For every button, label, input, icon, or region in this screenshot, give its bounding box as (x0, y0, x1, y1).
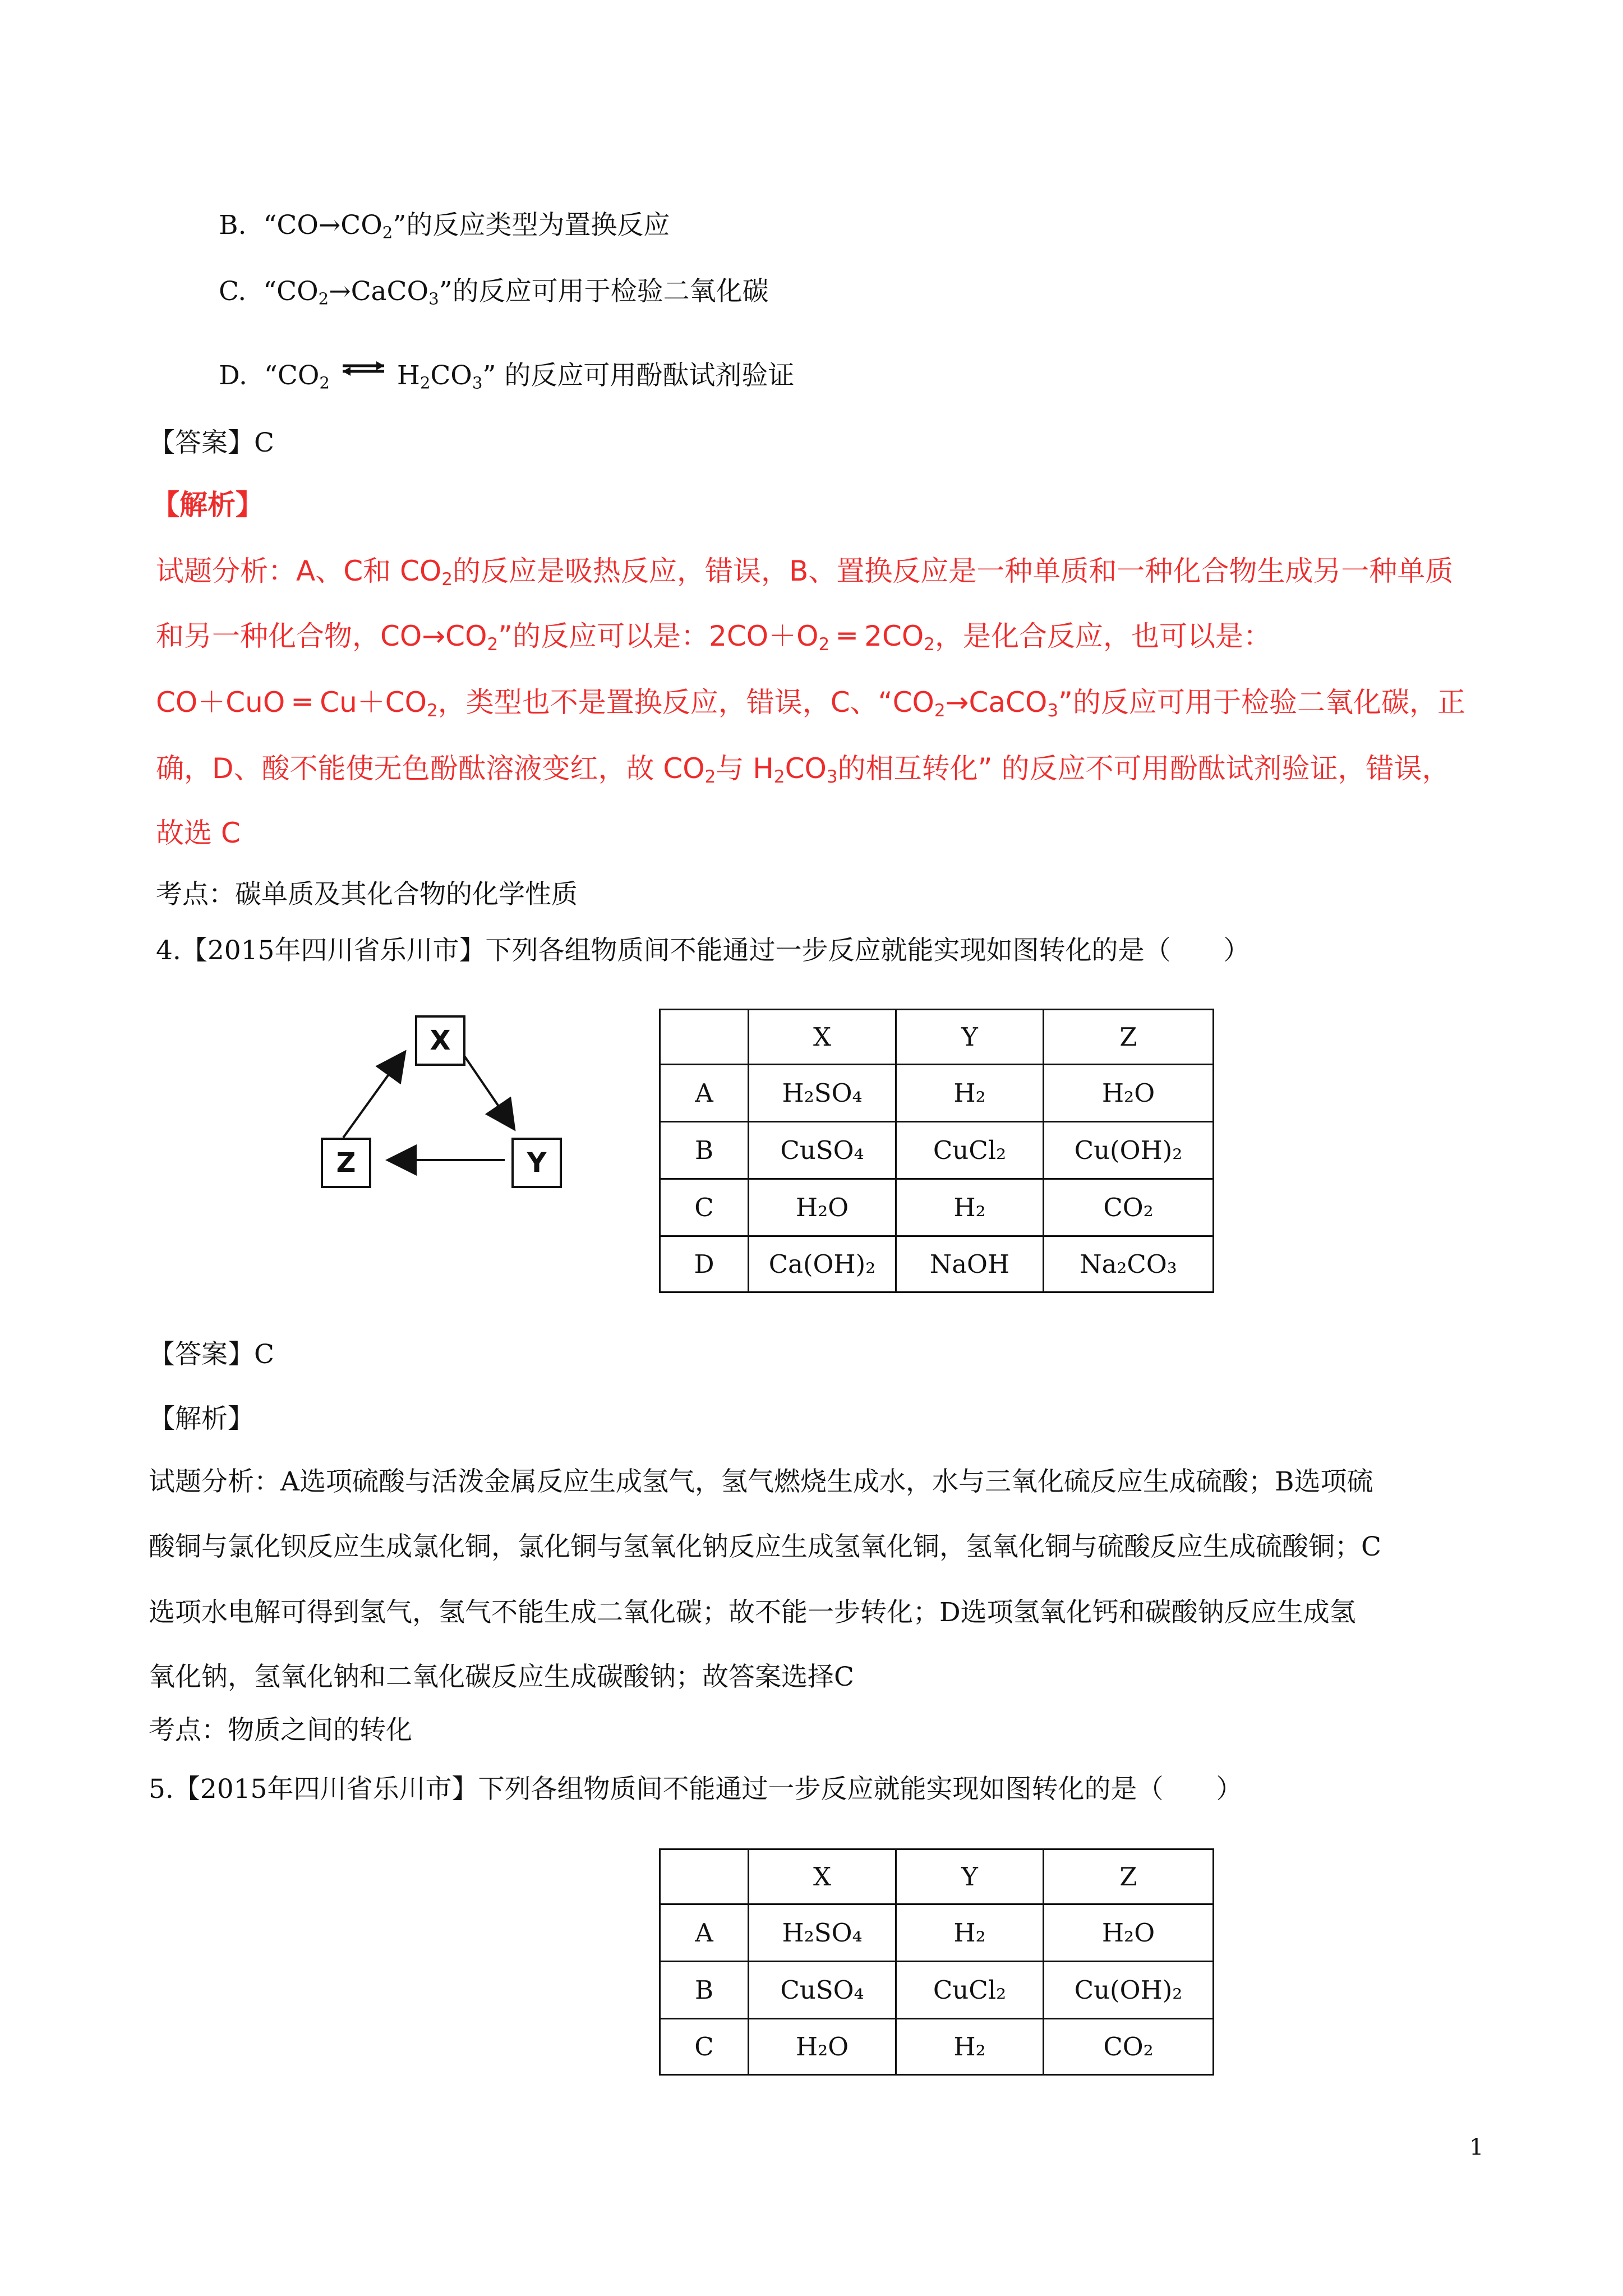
table-cell-x: Ca(OH)₂ (749, 1236, 896, 1292)
table-row (660, 1122, 1214, 1179)
table-cell-option: C (660, 2019, 749, 2075)
table-cell-option: C (660, 1179, 749, 1236)
table-row (660, 1236, 1214, 1292)
table-header-cell: X (749, 1849, 896, 1904)
table-header-cell: Z (1044, 1010, 1214, 1065)
table-cell-x: H₂O (749, 2019, 896, 2075)
node-x: X (415, 1015, 465, 1066)
option-b: B. “$CO\to CO_2$”的反应类型为置换反应 (219, 210, 670, 242)
table-header-cell: X (749, 1010, 896, 1065)
table-cell-y: H₂ (896, 1904, 1044, 1962)
table-cell-z: Na₂CO₃ (1044, 1236, 1214, 1292)
table-header-cell (660, 1010, 749, 1065)
table-header-cell: Y (896, 1849, 1044, 1904)
q4-analysis-label: 【解析】 (149, 1404, 254, 1434)
q4-answer: 【答案】C (149, 1339, 274, 1370)
table-cell-option: B (660, 1962, 749, 2019)
q3-point: 考点：碳单质及其化合物的化学性质 (156, 879, 578, 910)
q4-cycle-diagram (314, 1015, 572, 1200)
option-c: C. “$CO_2\to CaCO_3$”的反应可用于检验二氧化碳 (219, 276, 769, 309)
table-cell-x: CuSO₄ (749, 1962, 896, 2019)
table-cell-z: CO₂ (1044, 1179, 1214, 1236)
node-z: Z (321, 1138, 371, 1188)
table-header-row (660, 1010, 1214, 1065)
reversible-arrow-icon (338, 359, 389, 393)
q4-analysis-line-2: 酸铜与氯化钡反应生成氯化铜，氯化铜与氢氧化钠反应生成氢氧化铜，氢氧化铜与硫酸反应生成硫酸铜；C (149, 1531, 1381, 1562)
table-cell-z: H₂O (1044, 1065, 1214, 1122)
table-header-cell: Z (1044, 1849, 1214, 1904)
q3-analysis-line-2: 和另一种化合物，$CO\to CO_2$”的反应可以是：$2CO+O_2$ ═ $2CO_2$，是化合反应，也可以是： (156, 620, 1271, 655)
table-cell-z: Cu(OH)₂ (1044, 1962, 1214, 2019)
table-row (660, 1904, 1214, 1962)
q4-point: 考点：物质之间的转化 (149, 1715, 412, 1746)
q3-analysis-line-1: 试题分析：A、C和 $CO_2$的反应是吸热反应，错误，B、置换反应是一种单质和一种化合物生成另一种单质 (156, 555, 1454, 590)
table-row (660, 2019, 1214, 2075)
q4-stem: 4.【2015年四川省乐川市】下列各组物质间不能通过一步反应就能实现如图转化的是（ ） (156, 935, 1250, 966)
table-cell-option: B (660, 1122, 749, 1179)
table-cell-x: H₂O (749, 1179, 896, 1236)
table-row (660, 1179, 1214, 1236)
table-cell-x: H₂SO₄ (749, 1904, 896, 1962)
q3-analysis-line-3: CO＋CuO ═ $Cu+CO_2$，类型也不是置换反应，错误，C、“$CO_2\to CaCO_3$”的反应可用于检验二氧化碳，正 (156, 686, 1465, 721)
table-cell-x: CuSO₄ (749, 1122, 896, 1179)
node-y: Y (511, 1138, 562, 1188)
q4-analysis-line-4: 氧化钠，氢氧化钠和二氧化碳反应生成碳酸钠；故答案选择C (149, 1662, 854, 1692)
table-row (660, 1962, 1214, 2019)
table-cell-y: H₂ (896, 2019, 1044, 2075)
table-cell-y: CuCl₂ (896, 1122, 1044, 1179)
q3-analysis-line-4: 确，D、酸不能使无色酚酞溶液变红，故 $CO_2$与 $H_2CO_3$的相互转化” 的反应不可用酚酞试剂验证，错误， (156, 752, 1450, 787)
table-cell-option: A (660, 1065, 749, 1122)
table-cell-z: Cu(OH)₂ (1044, 1122, 1214, 1179)
table-cell-y: H₂ (896, 1065, 1044, 1122)
table-cell-z: H₂O (1044, 1904, 1214, 1962)
table-header-cell: Y (896, 1010, 1044, 1065)
table-cell-z: CO₂ (1044, 2019, 1214, 2075)
table-row (660, 1065, 1214, 1122)
option-d: D. “$CO_2$ $H_2CO_3$” 的反应可用酚酞试剂验证 (219, 360, 795, 393)
q3-analysis-label: 【解析】 (151, 489, 264, 521)
table-cell-y: CuCl₂ (896, 1962, 1044, 2019)
q4-analysis-line-1: 试题分析：A选项硫酸与活泼金属反应生成氢气，氢气燃烧生成水，水与三氧化硫反应生成硫酸；B选项硫 (149, 1466, 1373, 1497)
table-cell-option: D (660, 1236, 749, 1292)
table-header-cell (660, 1849, 749, 1904)
table-cell-y: NaOH (896, 1236, 1044, 1292)
q3-analysis-line-5: 故选 C (156, 817, 241, 849)
page-number: 1 (1469, 2134, 1484, 2160)
q5-stem: 5.【2015年四川省乐川市】下列各组物质间不能通过一步反应就能实现如图转化的是（ ） (149, 1774, 1243, 1805)
table-cell-y: H₂ (896, 1179, 1044, 1236)
q3-answer: 【答案】C (149, 427, 274, 458)
table-header-row (660, 1849, 1214, 1904)
table-cell-option: A (660, 1904, 749, 1962)
q4-table (659, 1009, 1214, 1293)
table-cell-x: H₂SO₄ (749, 1065, 896, 1122)
q5-table (659, 1848, 1214, 2076)
q4-analysis-line-3: 选项水电解可得到氢气，氢气不能生成二氧化碳；故不能一步转化；D选项氢氧化钙和碳酸钠反应生成氢 (149, 1597, 1356, 1628)
